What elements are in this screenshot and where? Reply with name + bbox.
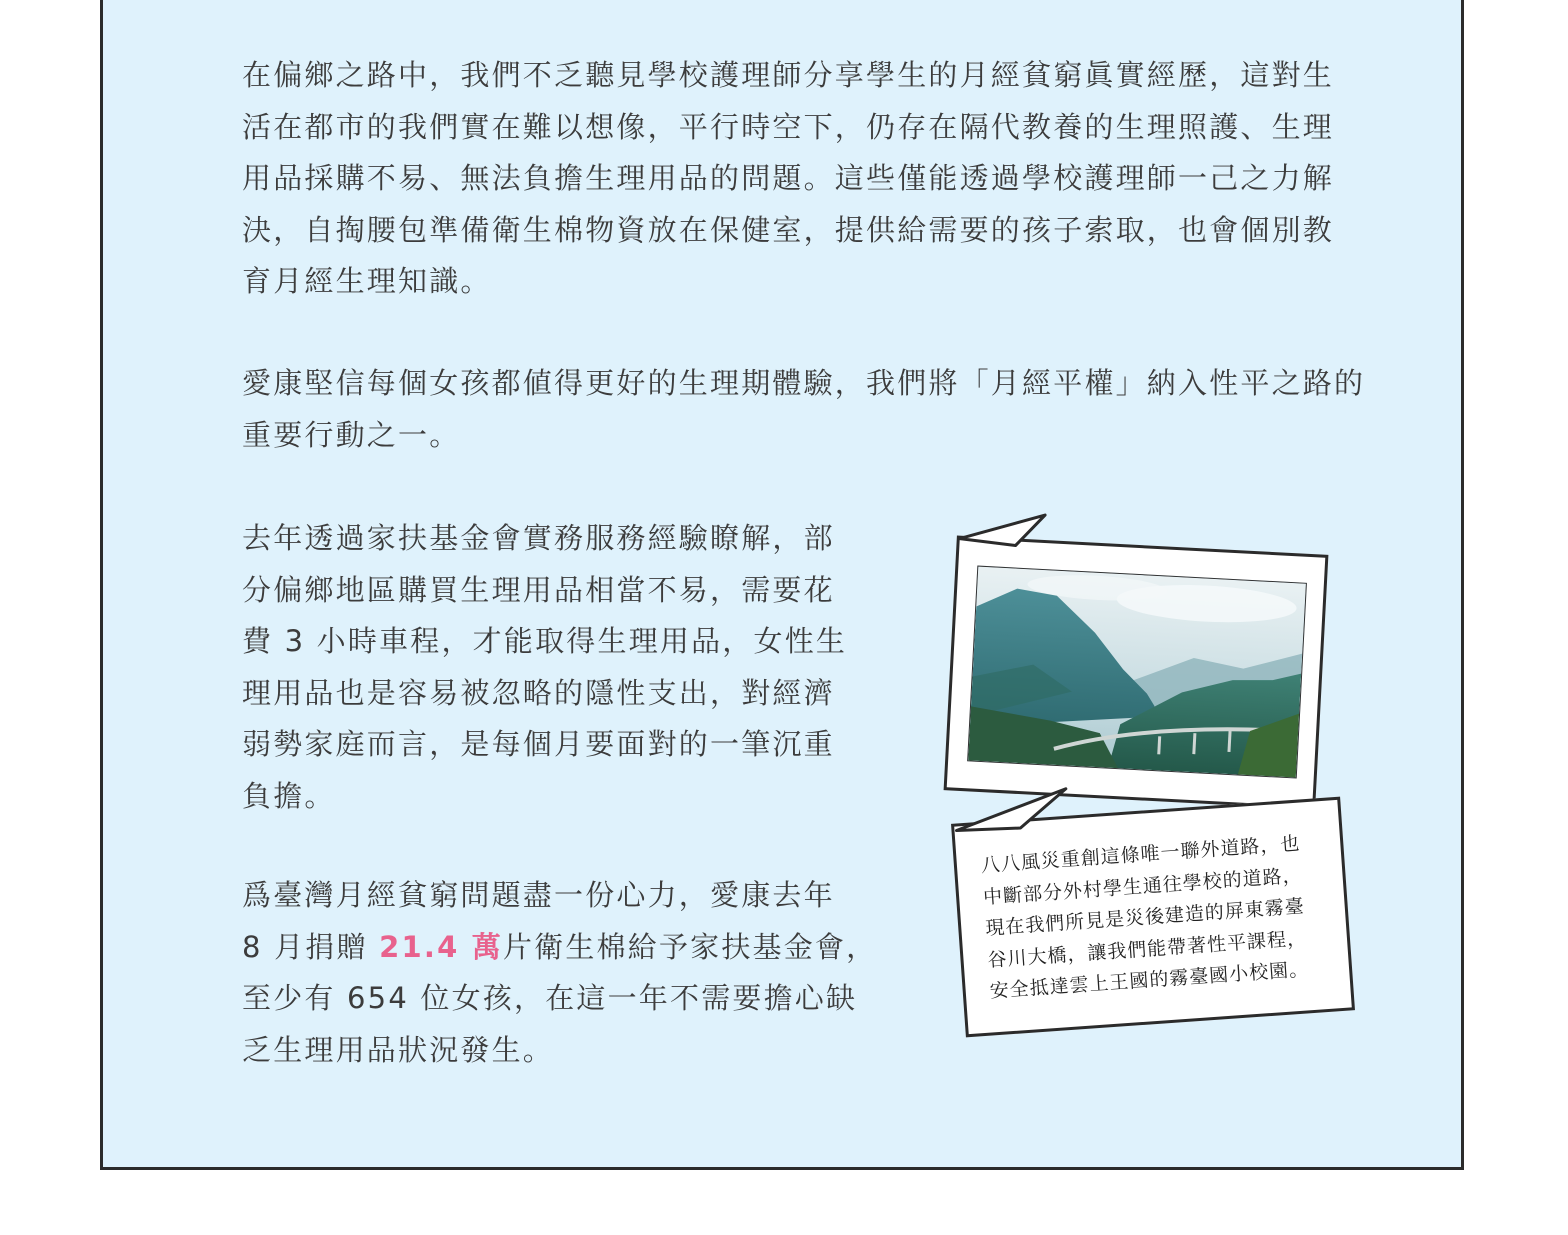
text-line: 弱勢家庭而言，是每個月要面對的一筆沉重 [242, 727, 835, 761]
caption-line: 中斷部分外村學生通往學校的道路， [982, 863, 1304, 909]
text-line [242, 922, 878, 974]
text-line: 活在都市的我們實在難以想像，平行時空下，仍存在隔代教養的生理照護、生理 [242, 109, 1335, 144]
text-line: 去年透過家扶基金會實務服務經驗瞭解，部 [242, 521, 835, 555]
mountain-landscape-image [968, 567, 1306, 778]
caption-corner-fold [948, 785, 1071, 837]
text-line: 重要行動之一。 [242, 417, 461, 452]
text-line: 乏生理用品狀況發生。 [242, 1032, 555, 1067]
paragraph-menstrual-equity [242, 358, 1366, 461]
photo-card [944, 535, 1329, 809]
text-line: 至少有 654 位女孩，在這一年不需要擔心缺 [242, 981, 858, 1015]
text-line: 育月經生理知識。 [242, 264, 492, 298]
text-line: 費 3 小時車程，才能取得生理用品，女性生 [242, 624, 848, 658]
text-line: 決，自掏腰包準備衛生棉物資放在保健室，提供給需要的孩子索取，也會個別教 [242, 212, 1335, 247]
text-line: 用品採購不易、無法負擔生理用品的問題。這些僅能透過學校護理師一己之力解 [242, 161, 1335, 195]
donation-amount-highlight: 21.4 萬 [379, 929, 503, 964]
paragraph-donation [242, 870, 878, 1076]
caption-card [951, 797, 1355, 1038]
caption-line: 谷川大橋，讓我們能帶著性平課程， [986, 926, 1308, 972]
text-line: 負擔。 [242, 778, 336, 813]
text-fragment: 片衛生棉給予家扶基金會， [502, 929, 878, 964]
text-line: 理用品也是容易被忽略的隱性支出，對經濟 [242, 675, 835, 710]
paragraph-remote-access [242, 513, 852, 822]
caption-line: 八八風災重創這條唯一聯外道路，也 [980, 832, 1302, 877]
caption-line: 安全抵達雲上王國的霧臺國小校園。 [989, 958, 1310, 1003]
caption-line: 現在我們所見是災後建造的屏東霧臺 [984, 895, 1306, 940]
bridge-valley-photo [967, 566, 1307, 779]
photo-corner-fold [955, 508, 1047, 553]
text-line: 爲臺灣月經貧窮問題盡一份心力，愛康去年 [242, 878, 835, 912]
text-line: 在偏鄉之路中，我們不乏聽見學校護理師分享學生的月經貧窮眞實經歷，這對生 [242, 58, 1335, 92]
text-line: 愛康堅信每個女孩都値得更好的生理期體驗，我們將「月經平權」納入性平之路的 [242, 366, 1366, 400]
paragraph-menstrual-poverty-stories [242, 50, 1335, 308]
text-line: 分偏鄉地區購買生理用品相當不易，需要花 [242, 572, 835, 607]
text-fragment: 8 月捐贈 [242, 929, 380, 964]
